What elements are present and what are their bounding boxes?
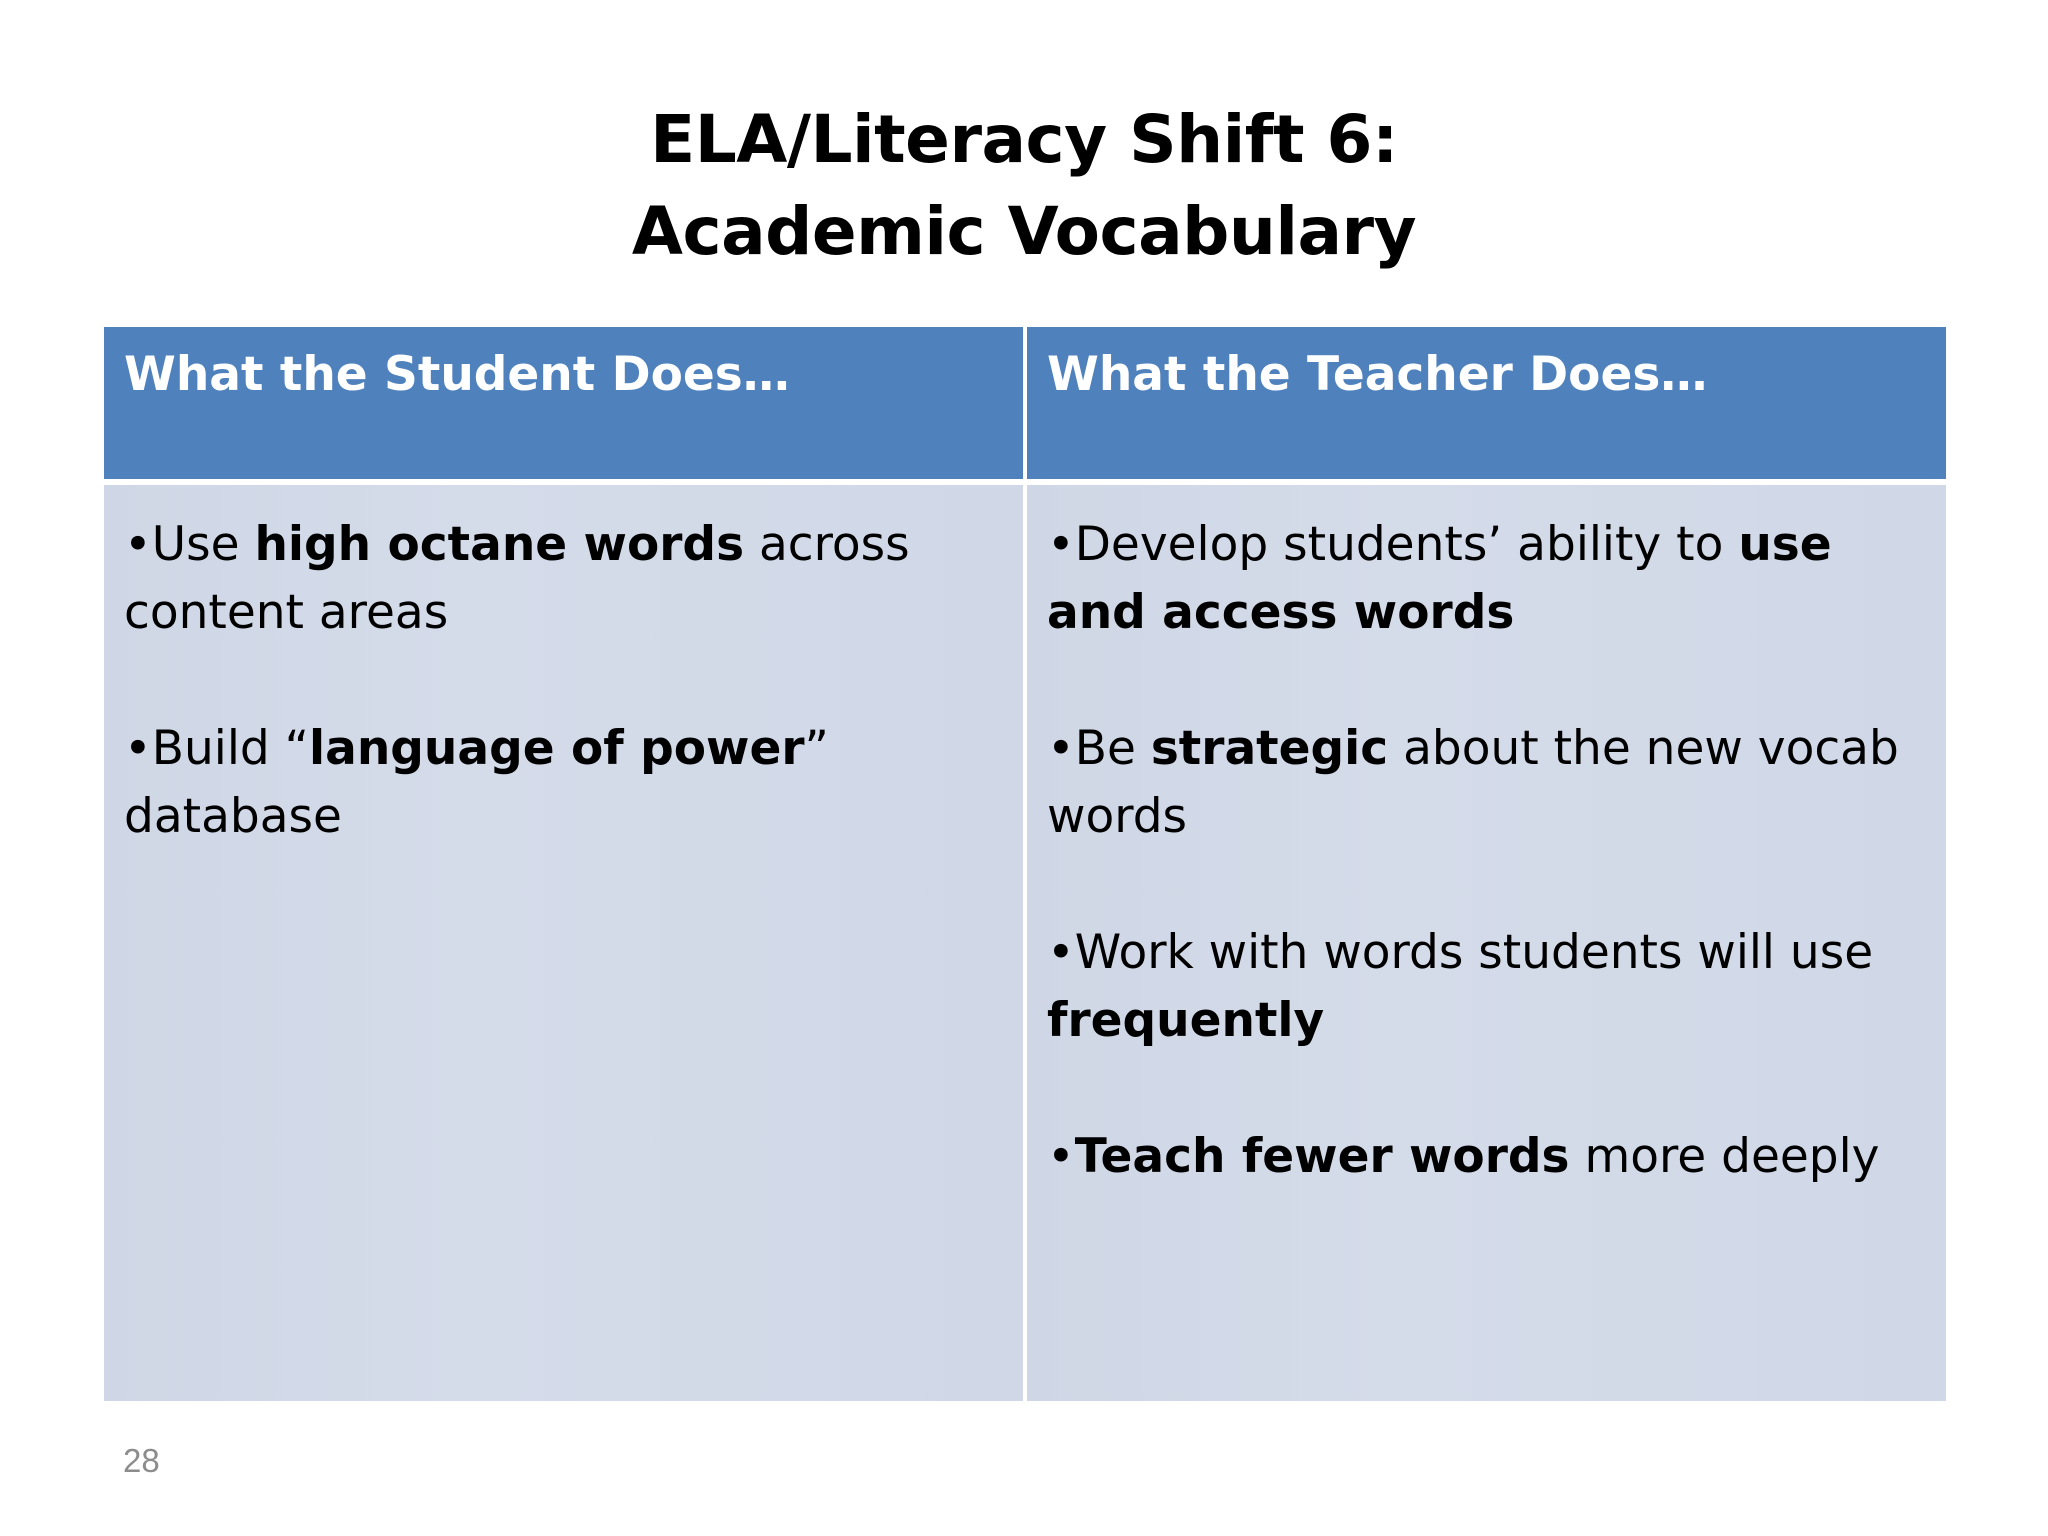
page-number: 28	[123, 1442, 160, 1479]
table-header-row	[104, 327, 1946, 479]
comparison-table	[104, 327, 1946, 1401]
student-cell	[104, 485, 1023, 1401]
header-teacher: What the Teacher Does…	[1027, 327, 1946, 479]
student-bullet-2: •Build “language of power” database	[124, 721, 829, 844]
teacher-bullet-4: •Teach fewer words more deeply	[1047, 1129, 1880, 1184]
slide-title-line-2: Academic Vocabulary	[631, 193, 1417, 270]
slide-title	[0, 94, 2048, 278]
teacher-bullet-1: •Develop students’ ability to use and access words	[1047, 517, 1832, 640]
slide-title-line-1: ELA/Literacy Shift 6:	[650, 101, 1398, 178]
header-student: What the Student Does…	[104, 327, 1023, 479]
teacher-bullet-3: •Work with words students will use frequently	[1047, 925, 1874, 1048]
table-body-row	[104, 485, 1946, 1401]
teacher-bullet-2: •Be strategic about the new vocab words	[1047, 721, 1899, 844]
student-bullet-1: •Use high octane words across content areas	[124, 517, 910, 640]
teacher-cell	[1027, 485, 1946, 1401]
